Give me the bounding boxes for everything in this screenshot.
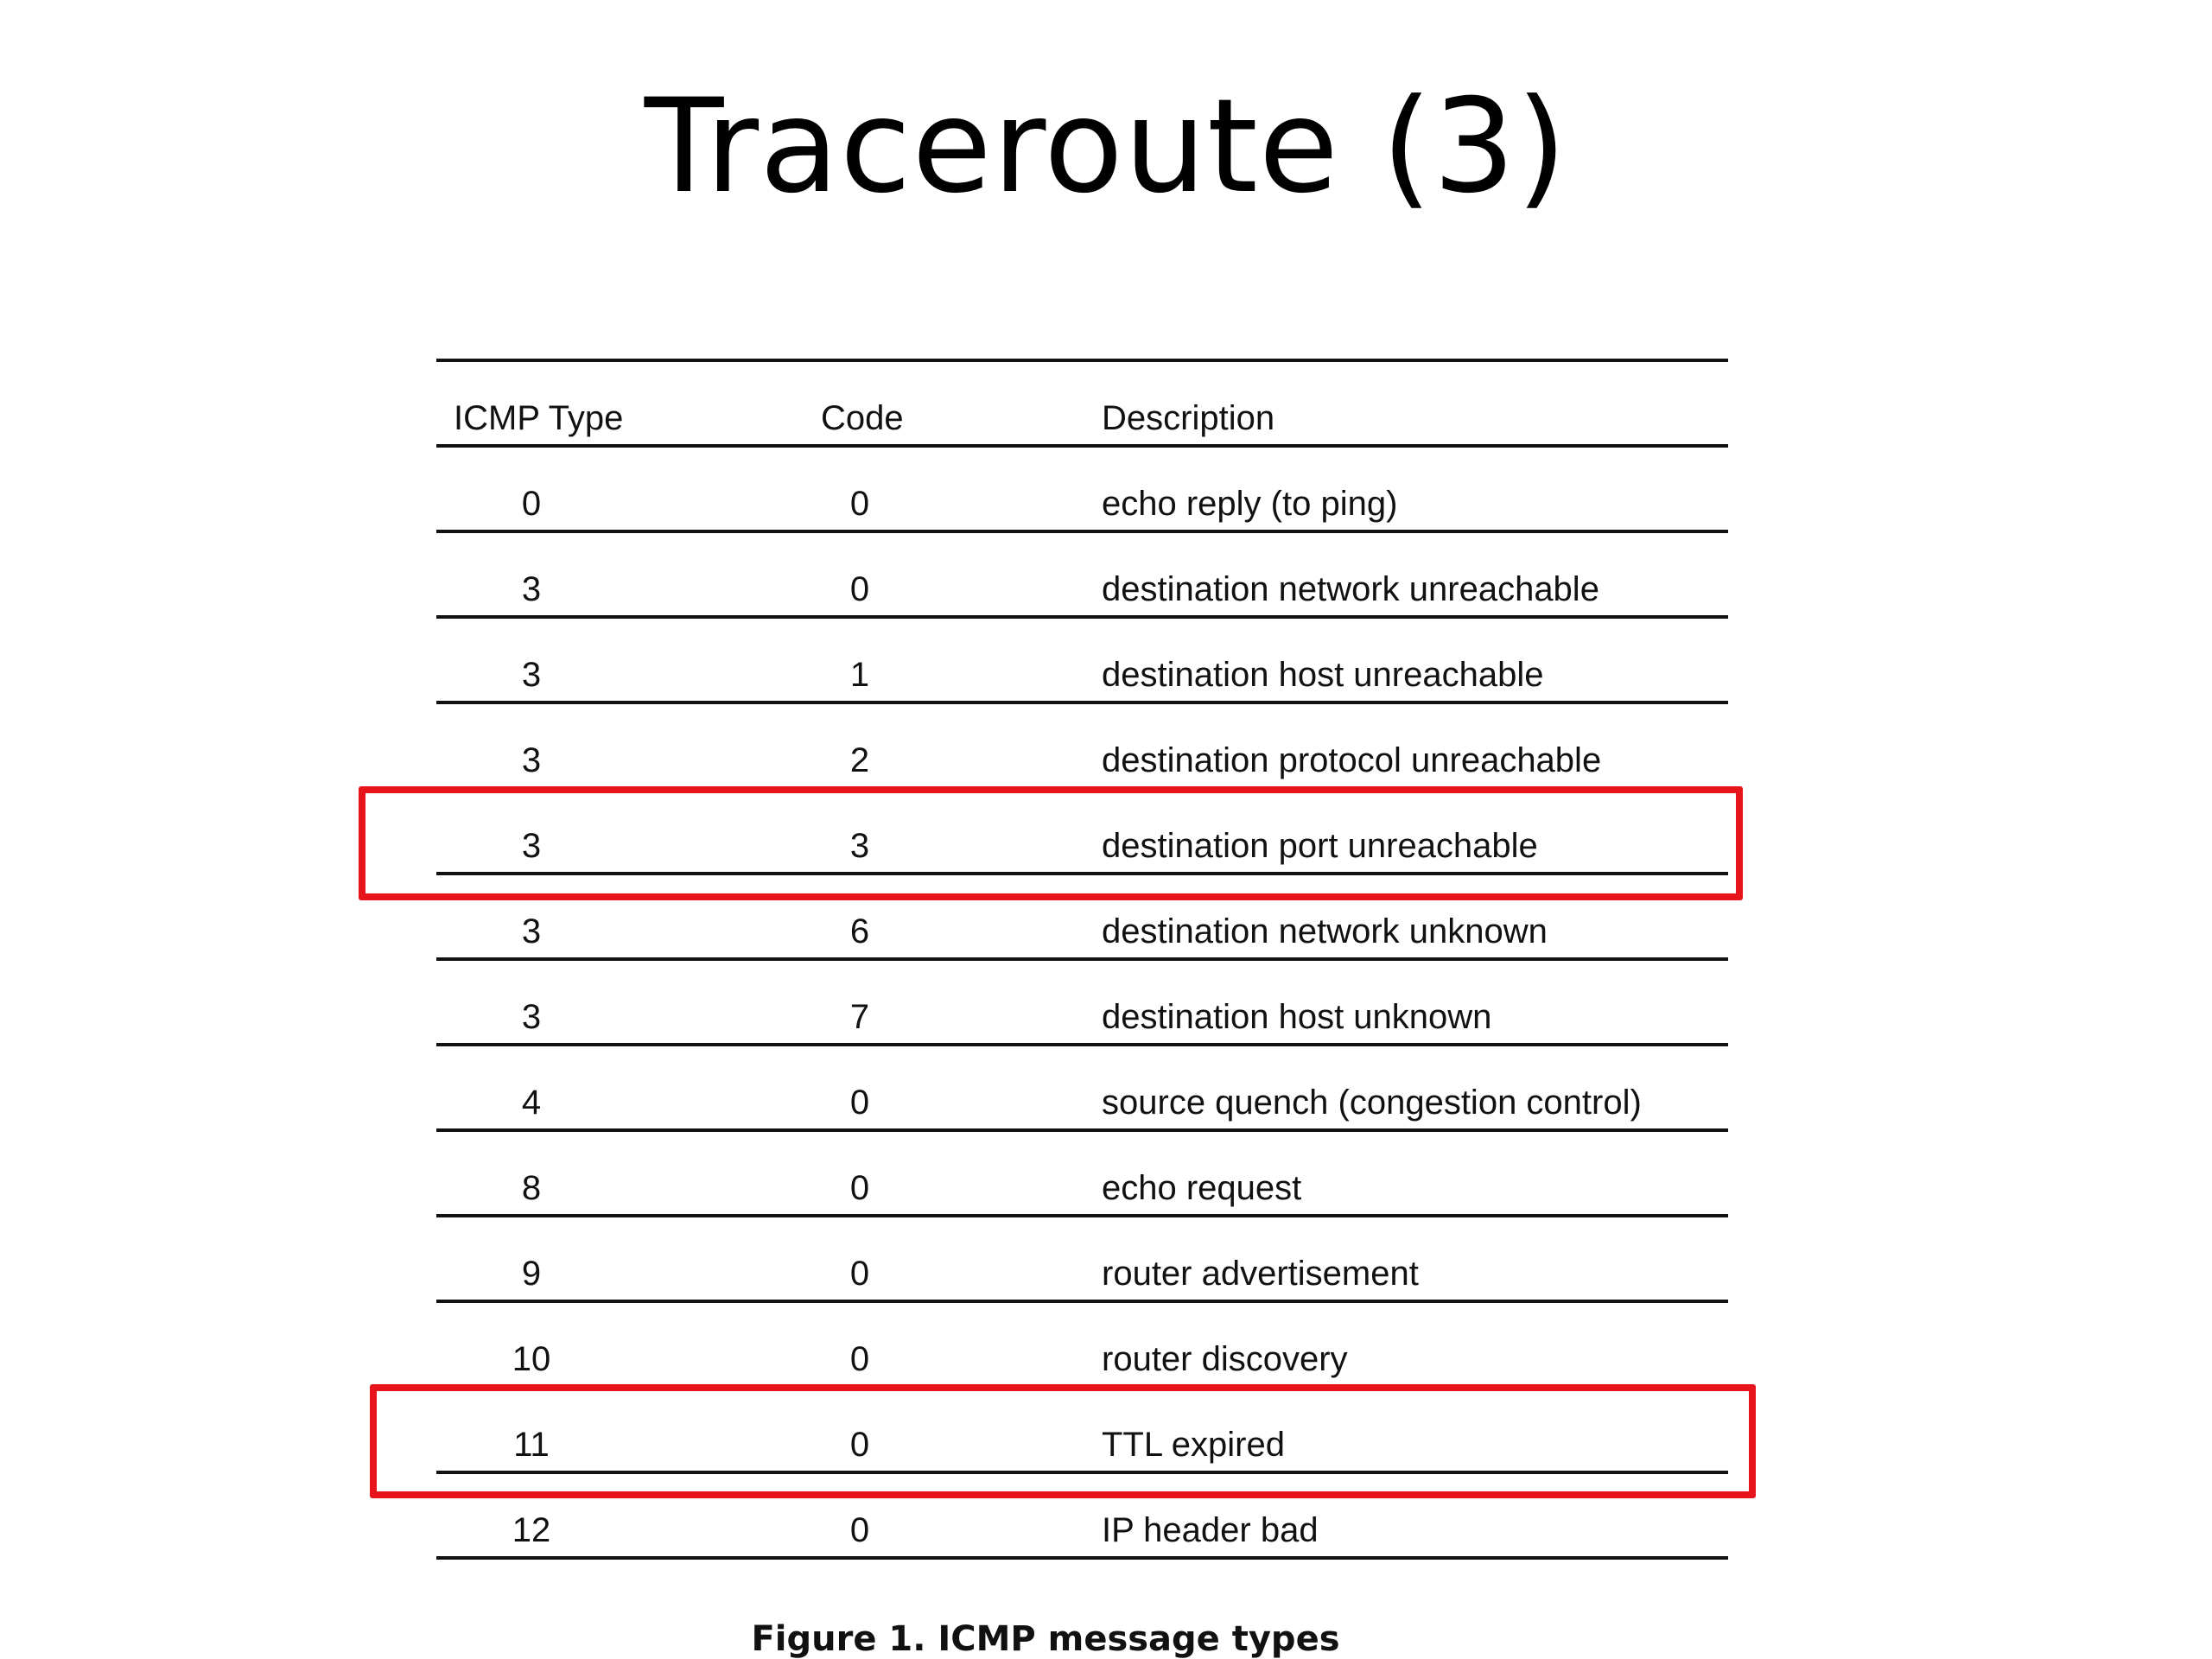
- table-row: [436, 704, 1728, 790]
- cell-description: source quench (congestion control): [1102, 1084, 1642, 1122]
- cell-description: destination network unknown: [1102, 912, 1548, 950]
- cell-description: destination host unknown: [1102, 998, 1492, 1036]
- cell-description: IP header bad: [1102, 1511, 1319, 1549]
- header-icmp-type: ICMP Type: [454, 399, 624, 437]
- table-row: [436, 619, 1728, 704]
- table-row: [436, 1132, 1728, 1217]
- figure-caption: Figure 1. ICMP message types: [751, 1619, 1340, 1659]
- cell-description: destination network unreachable: [1102, 570, 1599, 608]
- cell-type: 3: [521, 912, 542, 950]
- cell-code: 0: [849, 570, 870, 608]
- table-row: [436, 961, 1728, 1046]
- icmp-table: [436, 359, 1728, 1560]
- table-row: [436, 1217, 1728, 1303]
- cell-code: 0: [849, 485, 870, 523]
- cell-type: 3: [521, 827, 542, 865]
- cell-description: router discovery: [1102, 1340, 1348, 1378]
- cell-code: 0: [849, 1511, 870, 1549]
- highlight-box-ttl-expired: [370, 1384, 1756, 1498]
- cell-code: 0: [849, 1255, 870, 1293]
- cell-type: 10: [512, 1340, 551, 1378]
- cell-code: 1: [849, 656, 870, 694]
- table-row: [436, 448, 1728, 533]
- cell-description: destination protocol unreachable: [1102, 741, 1602, 779]
- cell-code: 0: [849, 1340, 870, 1378]
- cell-description: destination host unreachable: [1102, 656, 1544, 694]
- table-row: [436, 1303, 1728, 1389]
- cell-type: 3: [521, 656, 542, 694]
- highlight-box-port-unreachable: [359, 786, 1743, 900]
- cell-type: 3: [521, 741, 542, 779]
- cell-type: 9: [521, 1255, 542, 1293]
- cell-description: echo reply (to ping): [1102, 485, 1398, 523]
- cell-description: TTL expired: [1102, 1426, 1285, 1464]
- cell-code: 6: [849, 912, 870, 950]
- header-description: Description: [1102, 399, 1275, 437]
- table-row: [436, 533, 1728, 619]
- cell-description: destination port unreachable: [1102, 827, 1538, 865]
- cell-description: echo request: [1102, 1169, 1302, 1207]
- slide-title: Traceroute (3): [644, 72, 1568, 222]
- cell-code: 0: [849, 1084, 870, 1122]
- cell-type: 8: [521, 1169, 542, 1207]
- cell-type: 4: [521, 1084, 542, 1122]
- cell-code: 7: [849, 998, 870, 1036]
- table-header-row: [436, 362, 1728, 448]
- cell-code: 0: [849, 1169, 870, 1207]
- cell-code: 0: [849, 1426, 870, 1464]
- cell-type: 11: [513, 1426, 550, 1464]
- header-code: Code: [821, 399, 904, 437]
- cell-type: 3: [521, 570, 542, 608]
- cell-code: 3: [849, 827, 870, 865]
- cell-type: 3: [521, 998, 542, 1036]
- cell-type: 12: [512, 1511, 551, 1549]
- cell-code: 2: [849, 741, 870, 779]
- cell-description: router advertisement: [1102, 1255, 1419, 1293]
- cell-type: 0: [521, 485, 542, 523]
- table-row: [436, 1046, 1728, 1132]
